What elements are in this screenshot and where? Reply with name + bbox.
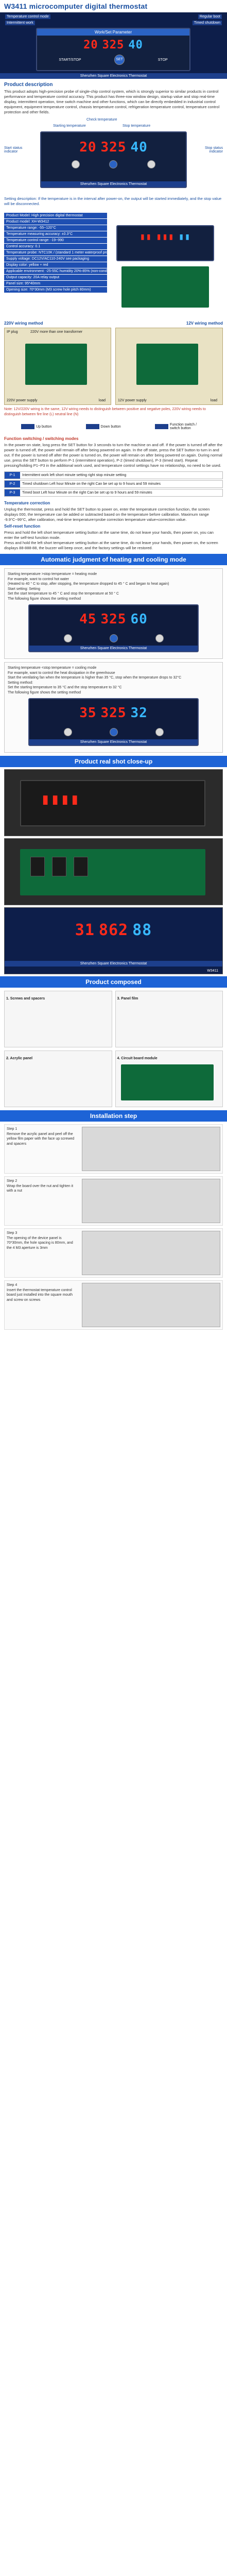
label-timed-shutdown: Timed shutdown xyxy=(193,21,222,25)
heat-display xyxy=(28,604,199,652)
up-button-icon xyxy=(21,424,34,429)
install-step-text: Step 3 The opening of the device panel is 70*30mm, the hole spacing is 80mm, and the 4 M3 aperture is 3mm xyxy=(7,1231,73,1250)
composition-label: 4. Circuit board module xyxy=(117,1057,158,1060)
check-down-button[interactable] xyxy=(147,160,155,168)
temp-correction-section xyxy=(0,498,227,554)
self-reset-text: Press and hold the left short temperature setting button at the same time, do not leave your hands, then power on, you can enter the self-test function mode. xyxy=(4,530,214,540)
spec-row: Control accuracy: 0.1 xyxy=(4,244,107,250)
install-banner xyxy=(0,1110,227,1122)
cooling-mode-box xyxy=(4,662,223,753)
closeup-model: W3411 xyxy=(207,969,218,973)
composition-card xyxy=(115,991,223,1047)
closeup-digit-1: 31 xyxy=(75,921,95,939)
p-key: P-2 xyxy=(5,481,20,487)
hero-digits xyxy=(37,36,189,55)
label-intermittent: Intermittent work xyxy=(5,21,35,25)
p-val: Timed shutdown Left hour Minute on the right Can be set up to 9 hours and 59 minutes xyxy=(22,482,161,486)
heat-digit-3: 60 xyxy=(130,612,148,627)
check-digit-a: 20 xyxy=(79,140,97,155)
hero-digit-right: 325 xyxy=(102,39,125,52)
down-button-icon xyxy=(86,424,99,429)
spec-row: Temperature control range: -19~990 xyxy=(4,238,107,244)
spec-row: Opening size: 70*30mm (M3 screw hole pitch 80mm) xyxy=(4,287,107,293)
label-check-temp: Check temperature xyxy=(86,118,117,122)
hero-set-button[interactable]: SET xyxy=(114,55,125,65)
legend-switch: Function switch / switch button xyxy=(169,423,197,430)
spec-display-image: ▮▮ ▮▮▮ ▮▮ xyxy=(116,225,214,261)
check-digits xyxy=(41,132,186,158)
product-desc-heading: Product description xyxy=(4,82,53,88)
install-step-text: Step 2 Wrap the board over the nut and tighten it with a nut xyxy=(7,1179,74,1193)
composition-label: 3. Panel film xyxy=(117,997,138,1001)
auto-judgment-banner xyxy=(0,554,227,565)
setting-desc-text: Setting description: If the temperature is in the interval after power-on, the output will be started immediately, and the stop value will be disconnected. xyxy=(4,196,222,206)
cool-digit-2: 325 xyxy=(100,705,127,721)
p-val: Timed boot Left hour Minute on the right Can be set up to 9 hours and 59 minutes xyxy=(22,491,152,495)
install-step-image xyxy=(82,1127,220,1171)
wiring-right-supply: 12V power supply xyxy=(118,399,147,402)
cool-set-button[interactable] xyxy=(110,728,118,736)
heat-digit-1: 45 xyxy=(79,612,97,627)
install-step-image xyxy=(82,1283,220,1327)
cool-up-button[interactable] xyxy=(64,728,72,736)
function-switch-section xyxy=(0,433,227,471)
wiring-left-title: 220V wiring method xyxy=(4,321,43,326)
heat-digit-2: 325 xyxy=(100,612,127,627)
hero-digit-left: 20 xyxy=(83,39,98,52)
spec-row: Temperature range: -55~120°C xyxy=(4,225,107,231)
label-regular-boot: Regular boot xyxy=(198,14,222,19)
wiring-left-supply: 220V power supply xyxy=(7,399,38,402)
p-row xyxy=(4,489,223,497)
p-row xyxy=(4,480,223,488)
auto-banner-text: Automatic judgment of heating and cooling mode xyxy=(41,556,186,563)
hero-display-panel xyxy=(36,28,190,71)
hero-digit-small: 40 xyxy=(128,39,143,52)
setting-description xyxy=(0,195,227,210)
install-step xyxy=(4,1124,223,1174)
closeup-digit-2: 862 xyxy=(98,921,129,939)
heating-mode-box xyxy=(4,568,223,659)
hero-brand-strip: Shenzhen Square Electronics Thermostat xyxy=(0,73,227,79)
composition-label: 2. Acrylic panel xyxy=(6,1057,33,1060)
install-step xyxy=(4,1228,223,1278)
wiring-12v-image xyxy=(115,328,223,405)
spec-row: Temperature probe: NTC10K / (standard 1 meter waterproof probe) xyxy=(4,250,107,256)
label-temp-control: Temperature control mode xyxy=(5,14,50,19)
legend-down: Down button xyxy=(100,425,121,429)
cool-digit-1: 35 xyxy=(79,705,97,721)
p-key: P-1 xyxy=(5,472,20,479)
switch-button-icon xyxy=(155,424,168,429)
check-display-panel xyxy=(40,131,187,188)
heat-brand: Shenzhen Square Electronics Thermostat xyxy=(29,646,198,651)
hero-panel-head: Work/Set Parameter xyxy=(37,29,189,36)
install-step-text: Step 4 Insert the thermostat temperature control board just installed into the square mouth and screw on screws xyxy=(7,1283,73,1302)
wiring-left-load: load xyxy=(98,399,106,402)
install-step xyxy=(4,1280,223,1330)
spec-pcb-image xyxy=(121,266,209,308)
p-key: P-3 xyxy=(5,489,20,496)
cool-down-button[interactable] xyxy=(155,728,164,736)
composition-grid xyxy=(0,988,227,1110)
composition-banner xyxy=(0,976,227,988)
label-starting-temp: Starting temperature xyxy=(53,124,86,128)
spec-table xyxy=(4,213,119,318)
composition-banner-text: Product composed xyxy=(85,978,142,986)
real-shot-banner xyxy=(0,756,227,767)
spec-row: Applicable environment: -25-55C humidity 20%-85% (non-condensing) xyxy=(4,268,107,275)
spec-row: Output capacity: 20A relay output xyxy=(4,275,107,281)
spec-row: Temperature measuring accuracy: ±0.3°C xyxy=(4,231,107,238)
func-switch-heading: Function switching / switching modes xyxy=(4,436,79,441)
wiring-left-note: 220V more than one transformer xyxy=(30,330,83,334)
cool-digit-3: 32 xyxy=(130,705,148,721)
check-set-button[interactable] xyxy=(109,160,117,168)
real-banner-text: Product real shot close-up xyxy=(74,758,153,765)
wiring-220v-image xyxy=(4,328,111,405)
self-reset-heading: Self-reset function xyxy=(4,524,41,529)
heat-mode-text: Starting temperature >stop temperature = heating mode For example, want to control hot water (Heated to 40 ° C to stop, after stopping, the temperature dropped to 45 ° C and began to heat again) Start setting: Setting Set the start temperature to 45 ° C and stop the temperature at 50 ° C The following figure shows the setting method xyxy=(8,572,169,601)
closeup-image-3 xyxy=(4,907,223,974)
install-step-text: Step 1 Remove the acrylic panel and peel off the yellow film paper with the face up screwed and spacers xyxy=(7,1127,75,1146)
hero-stop-button[interactable]: STOP xyxy=(158,58,168,62)
spec-row: Display color: yellow + red xyxy=(4,262,107,268)
label-stop-status: Stop status indicator xyxy=(204,146,223,154)
spec-row: Product Model: High precision digital thermostat xyxy=(4,213,107,219)
wiring-note: Note: 12V/220V wiring is the same, 12V wiring needs to distinguish between positive and negative poles, 220V wiring needs to distinguish between fire line (L) neutral line (N) xyxy=(4,408,206,416)
label-stop-temp: Stop temperature xyxy=(123,124,151,128)
check-temp-diagram xyxy=(4,118,223,195)
p-row xyxy=(4,471,223,479)
composition-card xyxy=(115,1050,223,1107)
spec-section xyxy=(0,210,227,318)
factory-reset-text: Press and hold the left short temperature setting button at the same time, do not leave your hands, then power on, the screen displays 88-888-88, the buzzer will beep once, and the factory settings will be restored. xyxy=(4,540,218,550)
temp-correction-heading: Temperature correction xyxy=(4,501,50,505)
cool-mode-text: Starting temperature <stop temperature = cooling mode For example, want to control the heat dissipation in the greenhouse Start the ventilating fan when the temperature is higher than 35 °C, stop when the temperature drops to 32°C Setting method: Set the starting temperature to 35 °C and the stop temperature to 32 °C The following figure shows the setting method xyxy=(8,666,182,694)
wiring-right-load: load xyxy=(210,399,217,402)
install-step-image xyxy=(82,1231,220,1275)
wiring-right-title: 12V wiring method xyxy=(186,321,223,326)
closeup-brand: Shenzhen Square Electronics Thermostat xyxy=(5,961,222,967)
temp-correction-text: Unplug the thermostat, press and hold the SET button to power on, enter the temperature correction function, the screen displays 000, the temperature can be added or subtracted based on the temperature before calibration. Maximum range -9.9°C~99°C, after calibration, real-time temperature=probe correction temperature value+correction value. xyxy=(4,507,210,522)
page-title: W3411 microcomputer digital thermostat xyxy=(4,2,148,10)
heat-up-button[interactable] xyxy=(64,634,72,642)
spec-row: Panel size: 95*40mm xyxy=(4,281,107,287)
check-brand: Shenzhen Square Electronics Thermostat xyxy=(41,181,186,187)
closeup-image-1: ▮▮▮▮ xyxy=(4,769,223,836)
check-up-button[interactable] xyxy=(72,160,80,168)
wiring-ip-plug: IP plug xyxy=(7,330,18,334)
closeup-digit-3: 88 xyxy=(132,921,152,939)
buttons-legend xyxy=(0,420,227,433)
label-start-status: Start status indicator xyxy=(4,146,23,154)
hero-banner xyxy=(0,12,227,73)
heat-down-button[interactable] xyxy=(155,634,164,642)
spec-image xyxy=(111,210,223,318)
check-digit-b: 325 xyxy=(100,140,127,155)
func-switch-text: In the power-on state, long press the SET button for 3 seconds to turn the machine on and off. If the power is turned off after the power is turned off, the power will remain off after being powered on again. In the off state, press the SET button to turn in and out. If the power is turned off after the power is turned on, the power will remain on after being powered on again. During normal use, press the SET button to perform P-1 (intermittent operation), P-2 (timed shutdown), P-3 (timed start). Repeat pressing/holding P1~P3 in the additional work used, and temperature control settings have no relationship, no need to be used. xyxy=(4,443,223,468)
wiring-section xyxy=(0,318,227,420)
spec-row: Product model: XH-W3412 xyxy=(4,219,107,225)
composition-label: 1. Screws and spacers xyxy=(6,997,45,1001)
install-step-image xyxy=(82,1179,220,1223)
composition-card xyxy=(4,991,112,1047)
spec-row: Supply voltage: DC12V/AC110-240V see packaging xyxy=(4,256,107,262)
hero-start-button[interactable]: START/STOP xyxy=(59,58,81,62)
closeup-image-2 xyxy=(4,838,223,905)
heat-set-button[interactable] xyxy=(110,634,118,642)
cool-display xyxy=(28,698,199,746)
p-table xyxy=(0,471,227,497)
check-digit-c: 40 xyxy=(130,140,148,155)
legend-up: Up button xyxy=(36,425,52,429)
cool-brand: Shenzhen Square Electronics Thermostat xyxy=(29,739,198,745)
install-banner-text: Installation step xyxy=(90,1112,137,1120)
install-step xyxy=(4,1176,223,1226)
product-description xyxy=(0,79,227,118)
p-val: Intermittent work left short minute setting right stop minute setting xyxy=(22,473,127,477)
composition-card xyxy=(4,1050,112,1107)
product-desc-text: This product adopts high-precision probe of single-chip control system, which is strongly superior to similar products in control performance and temperature control accuracy. This product has three-row window design, startup value and stop real-time display, intermittent operation, time switch machine and other functions, which can be directly embedded in industrial control equipment, equipment temperature control, chassis temperature control, refrigeration temperature control, temperature control protection and other fields. xyxy=(4,89,220,114)
title-bar xyxy=(0,0,227,12)
